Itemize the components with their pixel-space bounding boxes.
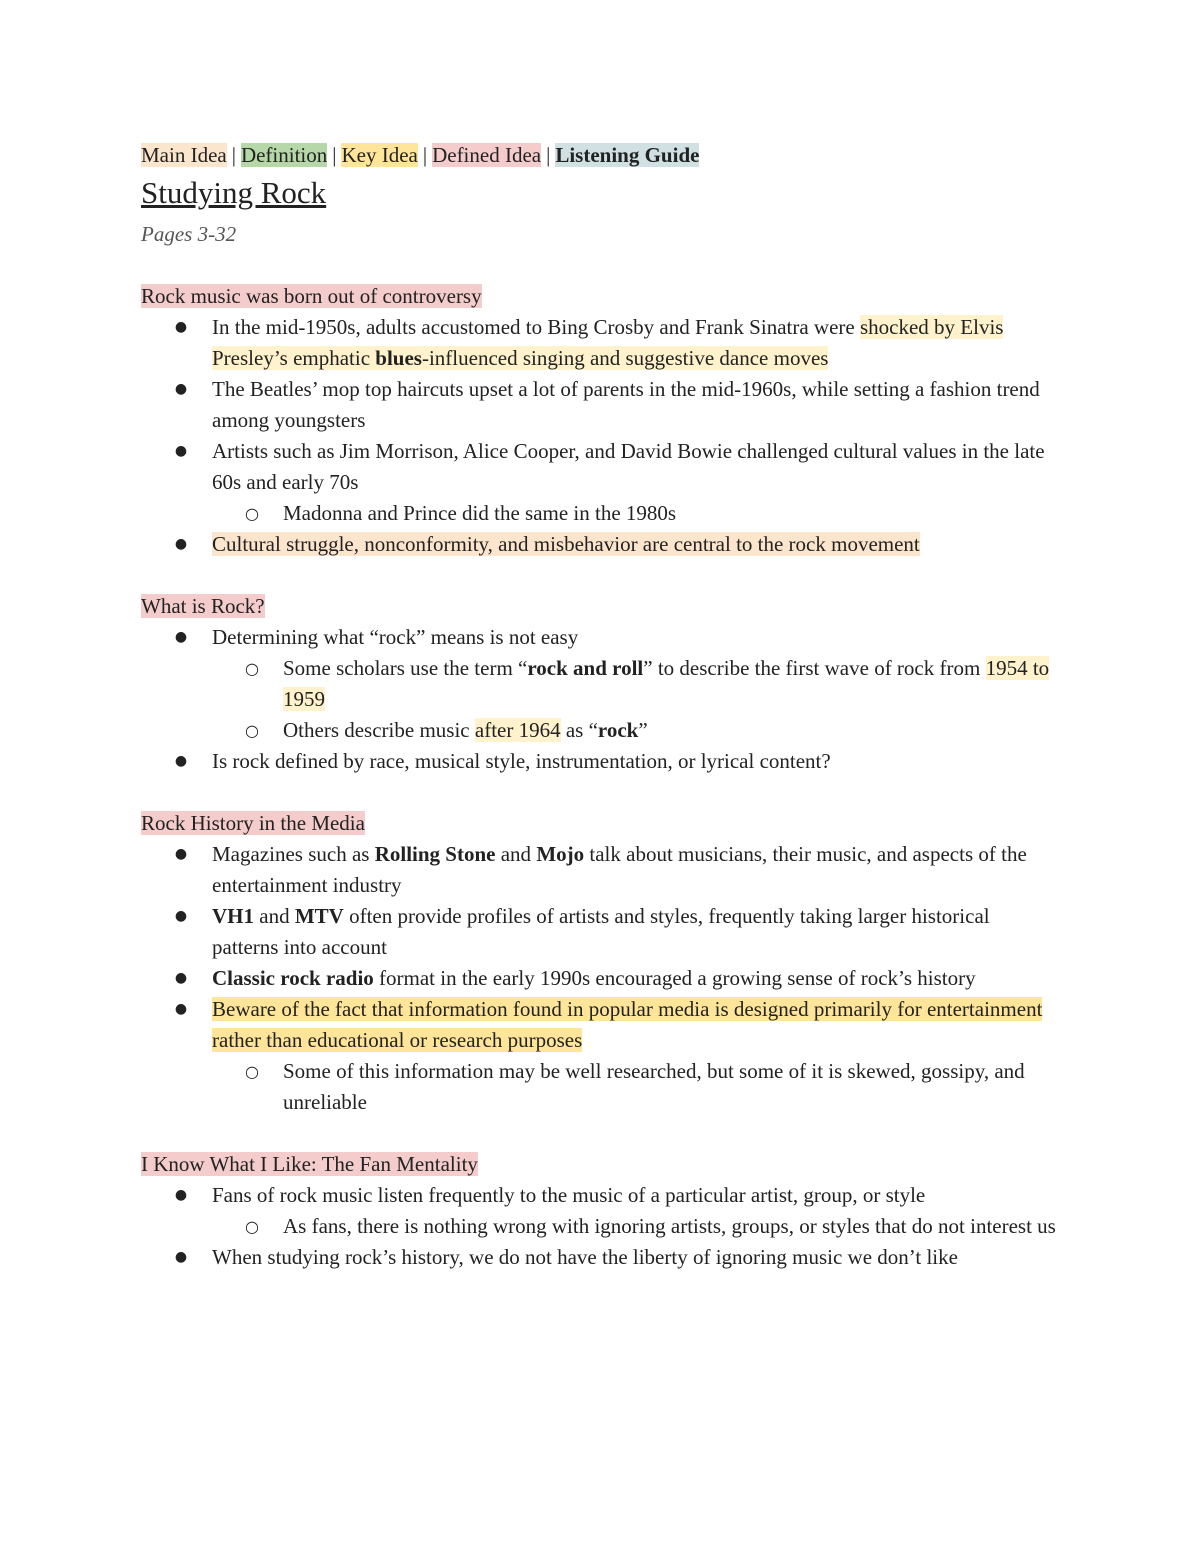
- item-text: format in the early 1990s encouraged a growing sense of rock’s history: [373, 966, 976, 990]
- disc-bullet-icon: ●: [174, 381, 188, 397]
- highlight-text: Cultural struggle, nonconformity, and misbehavior are central to the rock movement: [212, 532, 920, 556]
- circle-bullet-icon: ○: [245, 1062, 259, 1081]
- list-item: [141, 529, 1061, 560]
- disc-bullet-icon: ●: [174, 846, 188, 862]
- legend-defined-idea: Defined Idea: [432, 143, 542, 167]
- item-text: and: [495, 842, 537, 866]
- list-item: [141, 312, 1061, 374]
- circle-bullet-icon: ○: [245, 1217, 259, 1236]
- disc-bullet-icon: ●: [174, 536, 188, 552]
- highlight-text: shocked by Elvis Presley’s emphatic: [212, 315, 1004, 370]
- legend-separator: |: [546, 143, 551, 167]
- item-text: ” to describe the first wave of rock from: [643, 656, 986, 680]
- bullet-list: [141, 1180, 1061, 1273]
- item-text: Some of this information may be well researched, but some of it is skewed, gossipy, and unreliable: [283, 1059, 1025, 1114]
- item-text: The Beatles’ mop top haircuts upset a lot of parents in the mid-1960s, while setting a fashion trend among youngsters: [212, 377, 1040, 432]
- bullet-list: [141, 622, 1061, 777]
- list-item: [141, 1180, 1061, 1211]
- highlight-text: 1954 to 1959: [283, 656, 1050, 711]
- list-item: [141, 1242, 1061, 1273]
- circle-bullet-icon: ○: [245, 721, 259, 740]
- bold-term: MTV: [294, 904, 344, 928]
- circle-bullet-icon: ○: [245, 504, 259, 523]
- list-item: [141, 746, 1061, 777]
- sub-list-item: [141, 1211, 1061, 1242]
- legend-main-idea: Main Idea: [141, 143, 227, 167]
- highlight-text: after 1964: [474, 718, 561, 742]
- disc-bullet-icon: ●: [174, 1249, 188, 1265]
- legend-separator: |: [231, 143, 236, 167]
- item-text: often provide profiles of artists and styles, frequently taking larger historical patterns into account: [212, 904, 990, 959]
- item-text: Artists such as Jim Morrison, Alice Cooper, and David Bowie challenged cultural values in the late 60s and early 70s: [212, 439, 1045, 494]
- list-item: [141, 963, 1061, 994]
- section-heading: [141, 808, 1061, 839]
- bold-term: Mojo: [536, 842, 585, 866]
- document-content: [141, 140, 1061, 1273]
- bullet-list: [141, 839, 1061, 1118]
- sub-list-item: [141, 498, 1061, 529]
- item-text: Is rock defined by race, musical style, instrumentation, or lyrical content?: [212, 749, 831, 773]
- disc-bullet-icon: ●: [174, 319, 188, 335]
- disc-bullet-icon: ●: [174, 1187, 188, 1203]
- bold-term: blues: [375, 346, 422, 370]
- disc-bullet-icon: ●: [174, 970, 188, 986]
- item-text: Determining what “rock” means is not easy: [212, 625, 579, 649]
- list-item: [141, 839, 1061, 901]
- item-text: talk about musicians, their music, and aspects of the entertainment industry: [212, 842, 1027, 897]
- sub-list-item: [141, 715, 1061, 746]
- bold-term: Rolling Stone: [374, 842, 496, 866]
- bold-term: VH1: [212, 904, 254, 928]
- list-item: [141, 436, 1061, 498]
- item-text: Madonna and Prince did the same in the 1980s: [283, 501, 677, 525]
- list-item: [141, 374, 1061, 436]
- item-text: and: [254, 904, 295, 928]
- section-heading-text: I Know What I Like: The Fan Mentality: [141, 1152, 478, 1176]
- item-text: ”: [638, 718, 648, 742]
- bold-term: Classic rock radio: [212, 966, 374, 990]
- section-heading-text: Rock music was born out of controversy: [141, 284, 482, 308]
- sub-list-item: [141, 653, 1061, 715]
- disc-bullet-icon: ●: [174, 908, 188, 924]
- legend-separator: |: [332, 143, 337, 167]
- disc-bullet-icon: ●: [174, 629, 188, 645]
- bullet-list: [141, 312, 1061, 560]
- section-heading: [141, 281, 1061, 312]
- sub-list-item: [141, 1056, 1061, 1118]
- section-heading: [141, 591, 1061, 622]
- highlight-legend: [141, 140, 1061, 171]
- page-range: Pages 3-32: [141, 222, 237, 246]
- item-text: Magazines such as: [212, 842, 375, 866]
- page-title: Studying Rock: [141, 175, 327, 210]
- disc-bullet-icon: ●: [174, 753, 188, 769]
- highlight-text: Beware of the fact that information found in popular media is designed primarily for entertainment rather than educational or research purposes: [212, 997, 1043, 1052]
- item-text: When studying rock’s history, we do not have the liberty of ignoring music we don’t like: [212, 1245, 958, 1269]
- highlight-text: -influenced singing and suggestive dance moves: [421, 346, 829, 370]
- disc-bullet-icon: ●: [174, 443, 188, 459]
- item-text: As fans, there is nothing wrong with ignoring artists, groups, or styles that do not interest us: [283, 1214, 1056, 1238]
- section-heading: [141, 1149, 1061, 1180]
- disc-bullet-icon: ●: [174, 1001, 188, 1017]
- legend-separator: |: [422, 143, 428, 167]
- legend-definition: Definition: [240, 143, 328, 167]
- item-text: as “: [560, 718, 598, 742]
- section-heading-text: What is Rock?: [141, 594, 265, 618]
- bold-term: rock and roll: [527, 656, 644, 680]
- item-text: Fans of rock music listen frequently to the music of a particular artist, group, or style: [212, 1183, 926, 1207]
- item-text: Some scholars use the term “: [283, 656, 528, 680]
- legend-key-idea: Key Idea: [341, 143, 418, 167]
- list-item: [141, 622, 1061, 653]
- item-text: In the mid-1950s, adults accustomed to Bing Crosby and Frank Sinatra were: [212, 315, 860, 339]
- list-item: [141, 994, 1061, 1056]
- section-heading-text: Rock History in the Media: [141, 811, 365, 835]
- circle-bullet-icon: ○: [245, 659, 259, 678]
- item-text: Others describe music: [283, 718, 475, 742]
- legend-listening-guide: Listening Guide: [555, 143, 700, 167]
- list-item: [141, 901, 1061, 963]
- bold-term: rock: [597, 718, 639, 742]
